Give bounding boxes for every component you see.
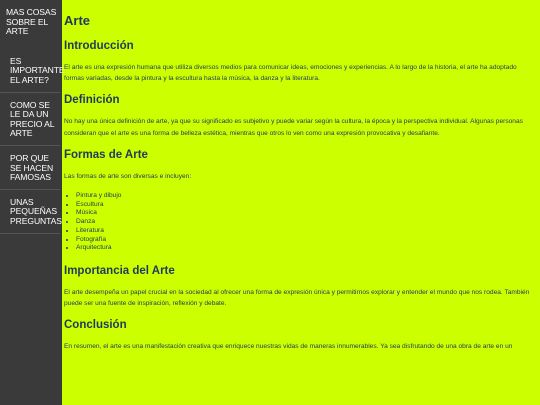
sidebar-item-famosas[interactable]: POR QUE SE HACEN FAMOSAS bbox=[0, 146, 60, 190]
section-heading-definicion: Definición bbox=[64, 94, 120, 107]
sidebar-item-mas-cosas[interactable]: MAS COSAS SOBRE EL ARTE bbox=[6, 7, 57, 37]
section-heading-conclusion: Conclusión bbox=[64, 319, 127, 332]
main-content bbox=[64, 0, 536, 405]
sidebar-item-preguntas[interactable]: UNAS PEQUEÑAS PREGUNTAS bbox=[0, 190, 60, 234]
section-heading-importancia: Importancia del Arte bbox=[64, 264, 175, 277]
list-item: • Fotografía bbox=[76, 236, 536, 245]
section-heading-introduccion: Introducción bbox=[64, 40, 134, 52]
sidebar-item-es-importante[interactable]: ES IMPORTANTE EL ARTE? bbox=[0, 49, 60, 93]
art-forms-list bbox=[64, 192, 536, 253]
section-text-introduccion: El arte es una expresión humana que utiliza diversos medios para comunicar ideas, emociones y experiencias. A lo largo de la historia, el arte ha adoptado formas variadas, desde la pintura y la escultura hasta la música, la danza y la literatura. bbox=[64, 64, 517, 83]
sidebar-item-precio[interactable]: COMO SE LE DA UN PRECIO AL ARTE bbox=[0, 93, 60, 146]
section-text-definicion: No hay una única definición de arte, ya que su significado es subjetivo y puede variar según la cultura, la época y la perspectiva individual. Algunas personas consideran que el arte es una forma de belleza estética, mientras que otros lo ven como una expresión provocativa y desafiante. bbox=[64, 118, 523, 137]
list-item: • Danza bbox=[76, 218, 536, 227]
list-item: • Música bbox=[76, 209, 536, 218]
list-item: • Escultura bbox=[76, 201, 536, 210]
section-text-formas: Las formas de arte son diversas e incluyen: bbox=[64, 172, 192, 180]
list-item: • Pintura y dibujo bbox=[76, 192, 536, 201]
page-title: Arte bbox=[64, 13, 91, 28]
section-text-importancia: El arte desempeña un papel crucial en la sociedad al ofrecer una forma de expresión única y permitirnos explorar y entender el mundo que nos rodea. También puede ser una fuente de inspiración, reflexión y debate. bbox=[64, 288, 530, 308]
sidebar-nav bbox=[0, 0, 65, 405]
list-item: • Arquitectura bbox=[76, 244, 536, 253]
section-text-conclusion: En resumen, el arte es una manifestación creativa que enriquece nuestras vidas de maneras innumerables. Ya sea disfrutando de una obra de arte en un bbox=[64, 343, 513, 351]
list-item: • Literatura bbox=[76, 227, 536, 236]
section-heading-formas: Formas de Arte bbox=[64, 148, 148, 161]
